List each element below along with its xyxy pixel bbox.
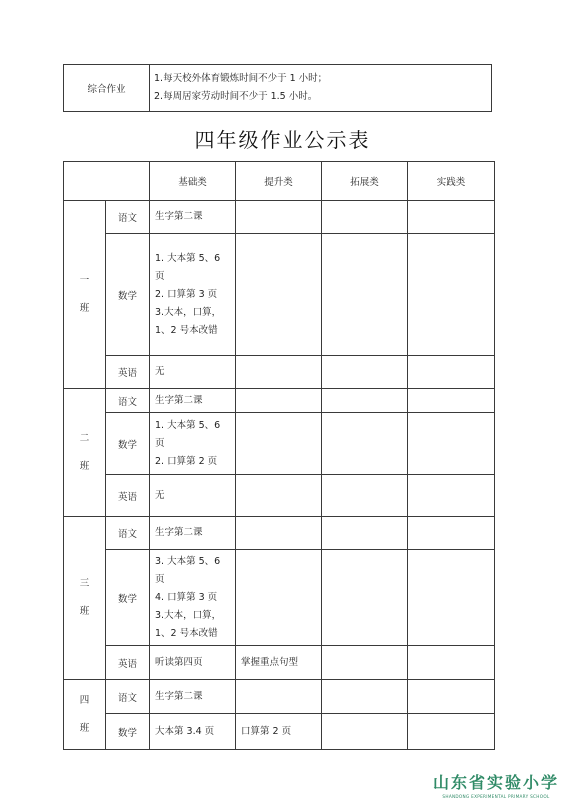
comprehensive-line: 1.每天校外体育锻炼时间不少于 1 小时；: [154, 73, 328, 84]
table-row: [64, 475, 495, 517]
basic-cell: [150, 517, 236, 550]
expand-cell: [322, 714, 408, 750]
expand-cell: [322, 356, 408, 389]
cell-line: 页: [155, 573, 165, 585]
comprehensive-content: [150, 65, 492, 112]
cell-line: 听读第四页: [155, 656, 203, 668]
practice-cell: [408, 680, 495, 714]
expand-cell: [322, 646, 408, 680]
expand-cell: [322, 517, 408, 550]
expand-cell: [322, 234, 408, 356]
school-logo: [433, 770, 559, 799]
improve-cell: [236, 714, 322, 750]
practice-cell: [408, 517, 495, 550]
column-header: 提升类: [236, 162, 322, 201]
table-row: [64, 413, 495, 475]
logo-subtitle: SHANDONG EXPERIMENTAL PRIMARY SCHOOL: [442, 794, 550, 799]
subject-cell: 数学: [106, 234, 150, 356]
column-header: 基础类: [150, 162, 236, 201]
subject-cell: 语文: [106, 517, 150, 550]
basic-cell: [150, 714, 236, 750]
homework-table-body: [64, 162, 495, 750]
practice-cell: [408, 475, 495, 517]
cell-line: 页: [155, 437, 165, 449]
comprehensive-homework-table: [63, 64, 492, 112]
subject-cell: 数学: [106, 413, 150, 475]
basic-cell: [150, 550, 236, 646]
basic-cell: [150, 680, 236, 714]
subject-cell: 数学: [106, 714, 150, 750]
cell-line: 生字第二课: [155, 527, 203, 538]
class-name-line: 二: [79, 432, 90, 444]
subject-cell: 英语: [106, 475, 150, 517]
practice-cell: [408, 389, 495, 413]
cell-line: 1. 大本第 5、6: [155, 419, 221, 431]
header-row: [64, 162, 495, 201]
logo-name: 山东省实验小学: [432, 773, 559, 792]
expand-cell: [322, 413, 408, 475]
subject-cell: 数学: [106, 550, 150, 646]
subject-cell: 英语: [106, 646, 150, 680]
cell-line: 无: [155, 366, 165, 377]
cell-line: 生字第二课: [155, 690, 203, 702]
column-header: 实践类: [408, 162, 495, 201]
comprehensive-row: [64, 65, 492, 112]
table-row: [64, 517, 495, 550]
class-name-line: 班: [79, 722, 90, 734]
cell-line: 1、2 号本改错: [155, 627, 218, 639]
cell-line: 2. 口算第 2 页: [155, 455, 218, 467]
cell-line: 掌握重点句型: [241, 656, 299, 668]
practice-cell: [408, 550, 495, 646]
cell-line: 生字第二课: [155, 394, 203, 406]
page-title: 四年级作业公示表: [194, 128, 371, 152]
practice-cell: [408, 356, 495, 389]
basic-cell: [150, 389, 236, 413]
class-name-line: 班: [79, 606, 90, 617]
cell-line: 2. 口算第 3 页: [155, 288, 218, 300]
class-name-cell: [64, 680, 106, 750]
improve-cell: [236, 517, 322, 550]
class-name-line: 四: [79, 694, 90, 706]
cell-line: 3. 大本第 5、6: [155, 555, 221, 567]
class-name-line: 一: [79, 274, 90, 286]
subject-cell: 语文: [106, 389, 150, 413]
cell-line: 1. 大本第 5、6: [155, 252, 221, 264]
table-row: [64, 646, 495, 680]
expand-cell: [322, 201, 408, 234]
cell-line: 大本第 3.4 页: [155, 725, 215, 737]
class-name-line: 班: [79, 460, 90, 472]
column-header: [64, 162, 150, 201]
cell-line: 生字第二课: [155, 211, 203, 222]
subject-cell: 语文: [106, 201, 150, 234]
cell-line: 1、2 号本改错: [155, 324, 218, 336]
basic-cell: [150, 201, 236, 234]
class-name-cell: [64, 517, 106, 680]
homework-table: [63, 161, 495, 750]
improve-cell: [236, 413, 322, 475]
improve-cell: [236, 201, 322, 234]
class-name-line: 三: [79, 578, 90, 589]
table-row: [64, 389, 495, 413]
cell-line: 无: [155, 489, 165, 501]
practice-cell: [408, 646, 495, 680]
cell-line: 页: [155, 270, 165, 282]
subject-cell: 语文: [106, 680, 150, 714]
column-header: 拓展类: [322, 162, 408, 201]
basic-cell: [150, 234, 236, 356]
improve-cell: [236, 356, 322, 389]
table-row: [64, 201, 495, 234]
improve-cell: [236, 680, 322, 714]
subject-cell: 英语: [106, 356, 150, 389]
improve-cell: [236, 389, 322, 413]
table-row: [64, 234, 495, 356]
cell-line: 4. 口算第 3 页: [155, 591, 218, 603]
basic-cell: [150, 413, 236, 475]
basic-cell: [150, 475, 236, 517]
practice-cell: [408, 201, 495, 234]
practice-cell: [408, 413, 495, 475]
table-row: [64, 680, 495, 714]
improve-cell: [236, 550, 322, 646]
class-name-line: 班: [79, 302, 90, 314]
improve-cell: [236, 475, 322, 517]
cell-line: 口算第 2 页: [241, 725, 292, 737]
class-name-cell: [64, 201, 106, 389]
expand-cell: [322, 475, 408, 517]
improve-cell: [236, 646, 322, 680]
practice-cell: [408, 234, 495, 356]
table-row: [64, 356, 495, 389]
basic-cell: [150, 646, 236, 680]
table-row: [64, 714, 495, 750]
practice-cell: [408, 714, 495, 750]
cell-line: 3.大本，口算，: [155, 306, 222, 318]
class-name-cell: [64, 389, 106, 517]
comprehensive-line: 2.每周居家劳动时间不少于 1.5 小时。: [154, 91, 318, 102]
expand-cell: [322, 550, 408, 646]
basic-cell: [150, 356, 236, 389]
expand-cell: [322, 680, 408, 714]
comprehensive-label: 综合作业: [64, 65, 150, 112]
improve-cell: [236, 234, 322, 356]
expand-cell: [322, 389, 408, 413]
cell-line: 3.大本，口算，: [155, 609, 222, 621]
table-row: [64, 550, 495, 646]
